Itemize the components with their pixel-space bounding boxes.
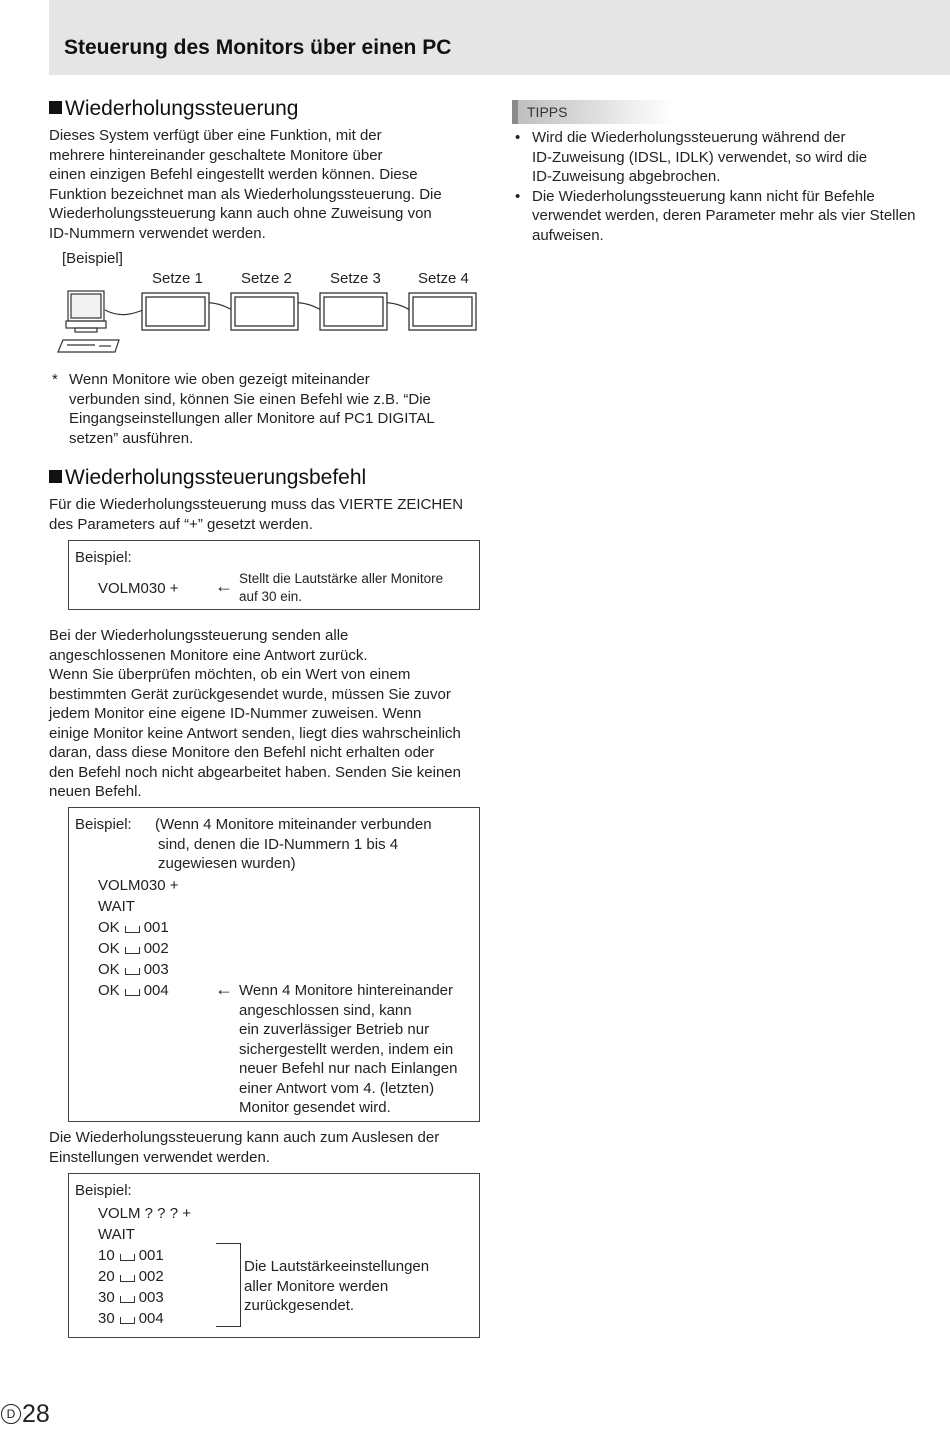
section2-paragraph-3: Die Wiederholungssteuerung kann auch zum Auslesen der Einstellungen verwendet werden. xyxy=(49,1129,440,1166)
response-note: Wenn 4 Monitore hintereinander angeschlossen sind, kann ein zuverlässiger Betrieb nur sichergestellt werden, indem ein neuer Befehl nur nach Einlangen einer Antwort vom 4. (letzten) Monitor gesendet wird. xyxy=(239,982,458,1116)
page-title: Steuerung des Monitors über einen PC xyxy=(64,36,452,59)
page-footer xyxy=(1,1400,50,1429)
monitor-label: Setze 4 xyxy=(418,270,469,287)
monitor-icon xyxy=(320,293,387,330)
command-list xyxy=(98,875,178,1001)
section1-paragraph: Dieses System verfügt über eine Funktion, mit der mehrere hintereinander geschaltete Monitore über einen einzigen Befehl eingestellt werden können. Diese Funktion bezeichnet man als Wiederholungssteuerung. Die Wiederholungssteuerung kann auch ohne Zuweisung von ID-Nummern verwendet werden. xyxy=(49,127,442,242)
response-line: 30 003 xyxy=(98,1289,164,1306)
left-arrow-icon: ← xyxy=(215,979,233,999)
space-symbol-icon xyxy=(120,1275,135,1282)
note-text: Wenn Monitore wie oben gezeigt miteinander verbunden sind, können Sie einen Befehl wie z.B. “Die Eingangseinstellungen aller Monitore auf PC1 DIGITAL setzen” ausführen. xyxy=(69,371,435,447)
section2-paragraph-2: Bei der Wiederholungssteuerung senden alle angeschlossenen Monitore eine Antwort zurück. Wenn Sie überprüfen möchten, ob ein Wert von einem bestimmten Gerät zurückgesendet wurde, müssen Sie zuvor jedem Monitor eine eigene ID-Nummer zuweisen. Wenn einige Monitor keine Antwort senden, liegt dies wahrscheinlich daran, dass diese Monitore den Befehl nicht erhalten oder den Befehl noch nicht abgearbeitet haben. Senden Sie keinen neuen Befehl. xyxy=(49,627,461,800)
command-text: VOLM030 + xyxy=(98,580,179,597)
space-symbol-icon xyxy=(120,1296,135,1303)
example-box-2 xyxy=(68,807,480,1122)
tips-item: • Wird die Wiederholungssteuerung während der ID-Zuweisung (IDSL, IDLK) verwendet, so wird die ID-Zuweisung abgebrochen. xyxy=(515,129,868,185)
response-line: OK 004 xyxy=(98,982,169,999)
response-line: OK 001 xyxy=(98,919,169,936)
section-heading-repeat-command: Wiederholungssteuerungsbefehl xyxy=(49,466,366,490)
monitor-icon xyxy=(409,293,476,330)
monitor-icon xyxy=(142,293,209,330)
example-label: Beispiel: xyxy=(75,816,132,833)
space-symbol-icon xyxy=(120,1317,135,1324)
example-label: [Beispiel] xyxy=(62,250,123,267)
command-text: VOLM ? ? ? + xyxy=(98,1205,191,1222)
example-label: Beispiel: xyxy=(75,1182,132,1199)
response-line: OK 003 xyxy=(98,961,169,978)
page-number: 28 xyxy=(22,1400,50,1428)
space-symbol-icon xyxy=(125,989,140,996)
tips-item: • Die Wiederholungssteuerung kann nicht für Befehle verwendet werden, deren Parameter mehr als vier Stellen aufweisen. xyxy=(515,187,916,244)
command-note: Stellt die Lautstärke aller Monitore auf 30 ein. xyxy=(239,571,444,604)
wait-text: WAIT xyxy=(98,1226,135,1243)
note-marker: * xyxy=(52,371,58,388)
example-intro: (Wenn 4 Monitore miteinander verbunden sind, denen die ID-Nummern 1 bis 4 zugewiesen wurden) xyxy=(155,816,432,872)
monitor-label: Setze 2 xyxy=(241,270,292,287)
daisy-chain-illustration xyxy=(55,288,485,358)
space-symbol-icon xyxy=(125,968,140,975)
example-label: Beispiel: xyxy=(75,549,132,566)
section2-paragraph: Für die Wiederholungssteuerung muss das VIERTE ZEICHEN des Parameters auf “+” gesetzt werden. xyxy=(49,496,464,533)
example-box-3 xyxy=(68,1173,480,1338)
space-symbol-icon xyxy=(125,947,140,954)
space-symbol-icon xyxy=(125,926,140,933)
tips-list xyxy=(515,128,945,245)
response-line: 20 002 xyxy=(98,1268,164,1285)
command-list xyxy=(98,1203,191,1329)
pc-icon xyxy=(58,291,119,352)
space-symbol-icon xyxy=(120,1254,135,1261)
left-arrow-icon: ← xyxy=(215,576,233,596)
section-heading-repeat-control: Wiederholungssteuerung xyxy=(49,97,298,121)
bracket-icon xyxy=(216,1243,241,1327)
tips-label: TIPPS xyxy=(527,104,568,120)
monitor-label: Setze 3 xyxy=(330,270,381,287)
example-box-1 xyxy=(68,540,480,610)
response-line: 10 001 xyxy=(98,1247,164,1264)
wait-text: WAIT xyxy=(98,898,135,915)
language-mark: D xyxy=(1,1404,21,1424)
monitor-label: Setze 1 xyxy=(152,270,203,287)
square-bullet-icon xyxy=(49,470,62,483)
command-text: VOLM030 + xyxy=(98,877,179,894)
monitor-icon xyxy=(231,293,298,330)
response-line: 30 004 xyxy=(98,1310,164,1327)
response-line: OK 002 xyxy=(98,940,169,957)
square-bullet-icon xyxy=(49,101,62,114)
response-note: Die Lautstärkeeinstellungen aller Monitore werden zurückgesendet. xyxy=(244,1258,430,1314)
